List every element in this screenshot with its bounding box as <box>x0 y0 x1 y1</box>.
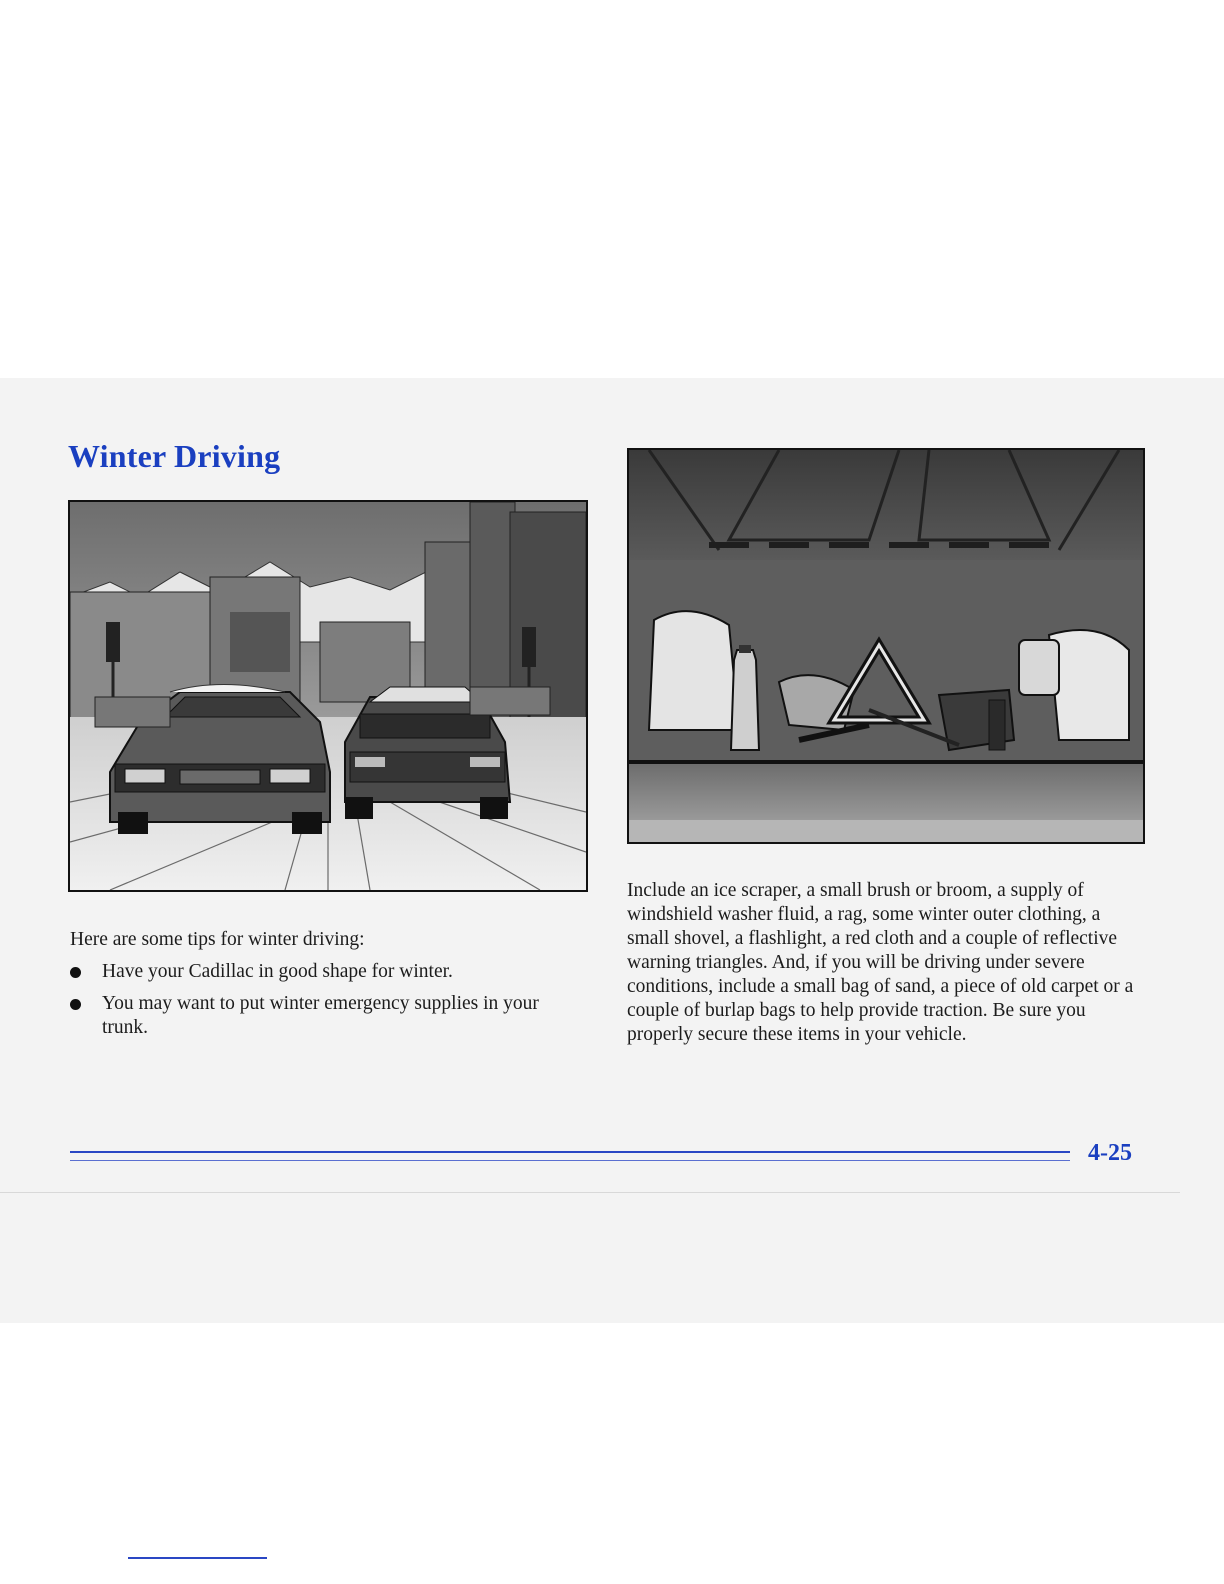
bullet-icon <box>70 967 81 978</box>
trunk-supplies-illustration <box>627 448 1145 844</box>
scan-edge-line <box>0 1192 1180 1193</box>
footer-rule-thin <box>70 1160 1070 1161</box>
tip-text: You may want to put winter emergency supplies in your trunk. <box>102 993 539 1038</box>
winter-street-illustration <box>68 500 588 892</box>
page-number: 4-25 <box>1088 1140 1132 1166</box>
list-item <box>70 992 570 1040</box>
tips-list <box>70 960 570 1048</box>
supplies-paragraph: Include an ice scraper, a small brush or broom, a supply of windshield washer fluid, a rag, some winter outer clothing, a small shovel, a flashlight, a red cloth and a couple of reflective warning triangles. And, if you will be driving under severe conditions, include a small bag of sand, a piece of old carpet or a couple of burlap bags to help provide traction. Be sure you properly secure these items in your vehicle. <box>627 880 1134 1045</box>
list-item <box>70 960 570 984</box>
tips-intro: Here are some tips for winter driving: <box>70 929 365 950</box>
footer-rule <box>70 1151 1070 1153</box>
bottom-rule <box>128 1557 267 1559</box>
page-title: Winter Driving <box>68 438 281 474</box>
tip-text: Have your Cadillac in good shape for winter. <box>102 961 453 982</box>
bullet-icon <box>70 999 81 1010</box>
